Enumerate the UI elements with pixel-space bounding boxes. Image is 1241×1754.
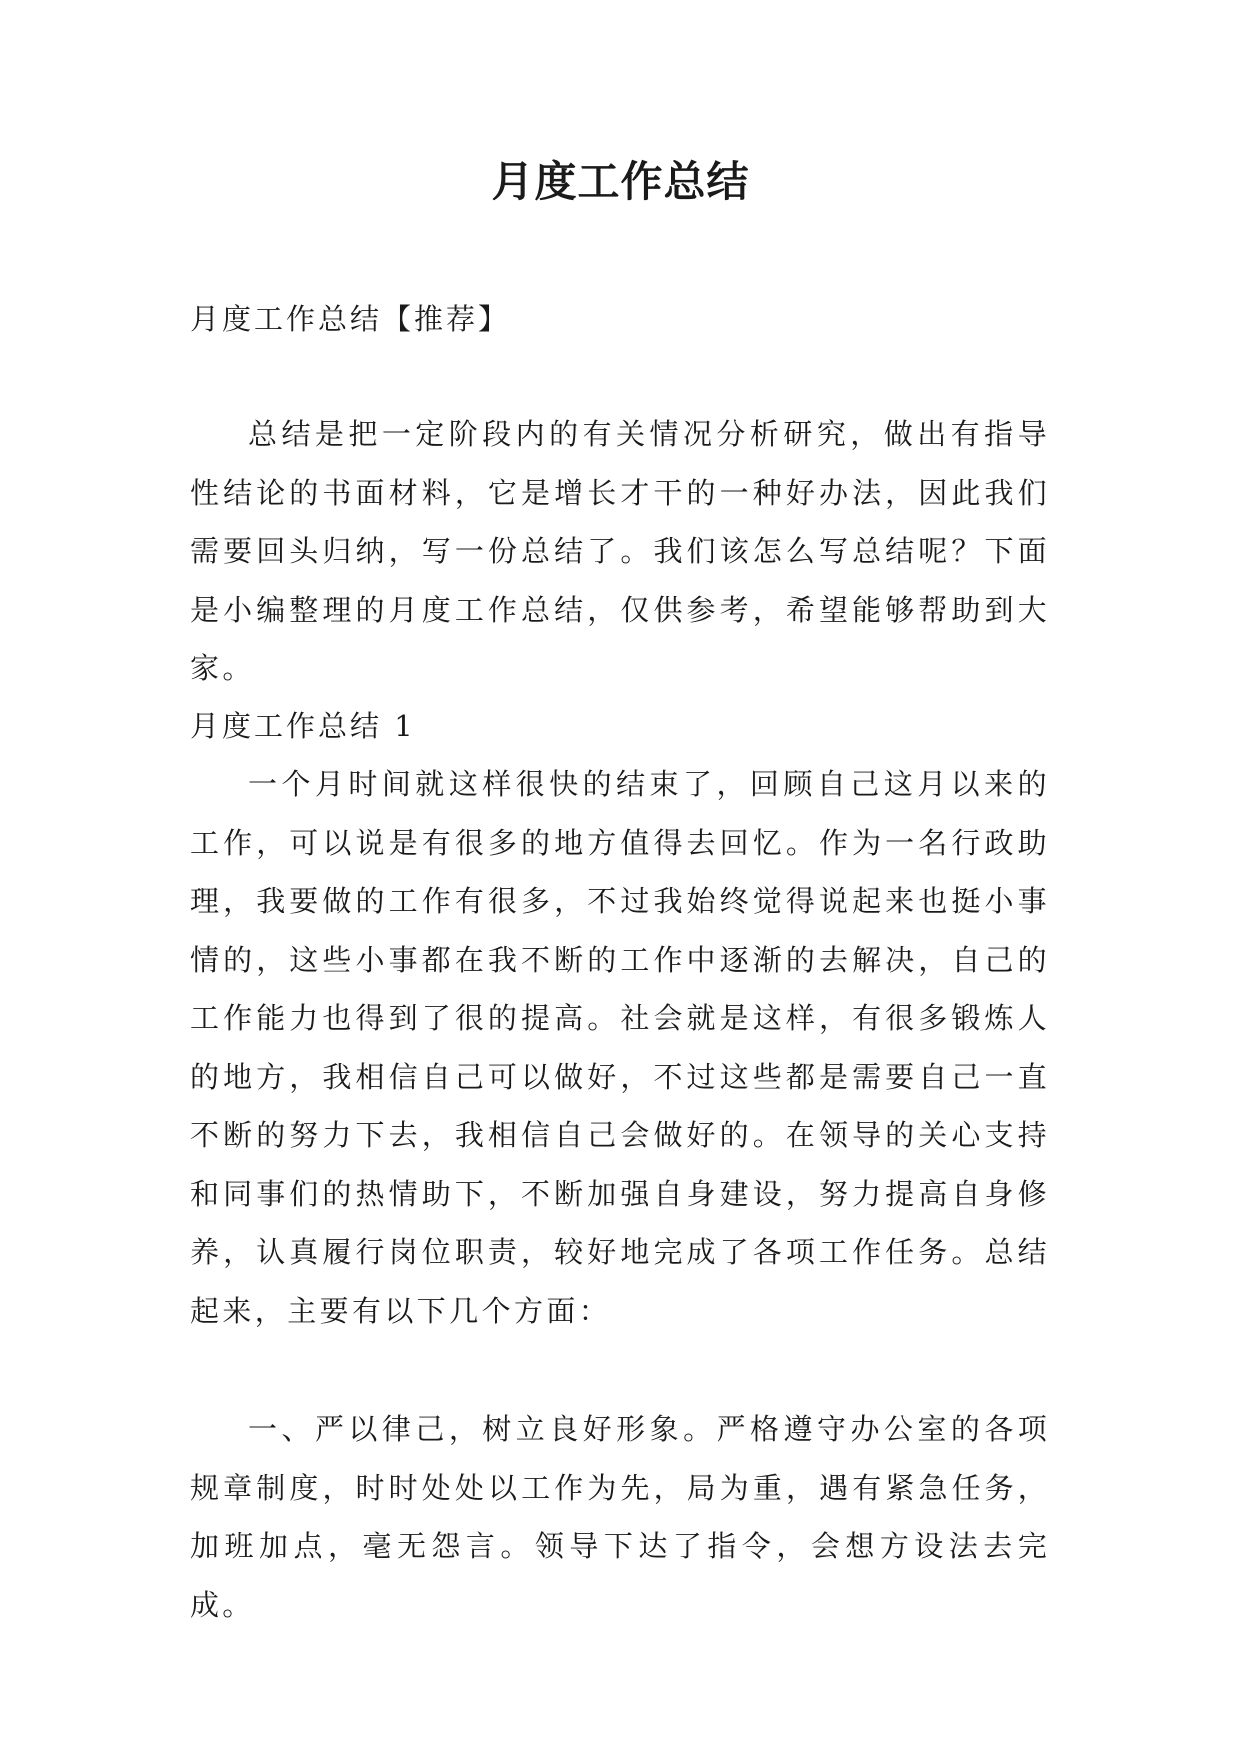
document-subtitle: 月度工作总结【推荐】 [190,302,511,336]
document-title: 月度工作总结 [491,157,750,206]
body-paragraph: 一、严以律己，树立良好形象。严格遵守办公室的各项规章制度，时时处处以工作为先，局为重，遇有紧急任务，加班加点，毫无怨言。领导下达了指令，会想方设法去完成。 [190,1412,1050,1622]
section-heading: 月度工作总结 1 [190,709,416,743]
intro-paragraph: 总结是把一定阶段内的有关情况分析研究，做出有指导性结论的书面材料，它是增长才干的一种好办法，因此我们需要回头归纳，写一份总结了。我们该怎么写总结呢？下面是小编整理的月度工作总结，仅供参考，希望能够帮助到大家。 [190,417,1050,685]
body-paragraph: 一个月时间就这样很快的结束了，回顾自己这月以来的工作，可以说是有很多的地方值得去回忆。作为一名行政助理，我要做的工作有很多，不过我始终觉得说起来也挺小事情的，这些小事都在我不断的工作中逐渐的去解决，自己的工作能力也得到了很的提高。社会就是这样，有很多锻炼人的地方，我相信自己可以做好，不过这些都是需要自己一直不断的努力下去，我相信自己会做好的。在领导的关心支持和同事们的热情助下，不断加强自身建设，努力提高自身修养，认真履行岗位职责，较好地完成了各项工作任务。总结起来，主要有以下几个方面： [190,767,1050,1328]
